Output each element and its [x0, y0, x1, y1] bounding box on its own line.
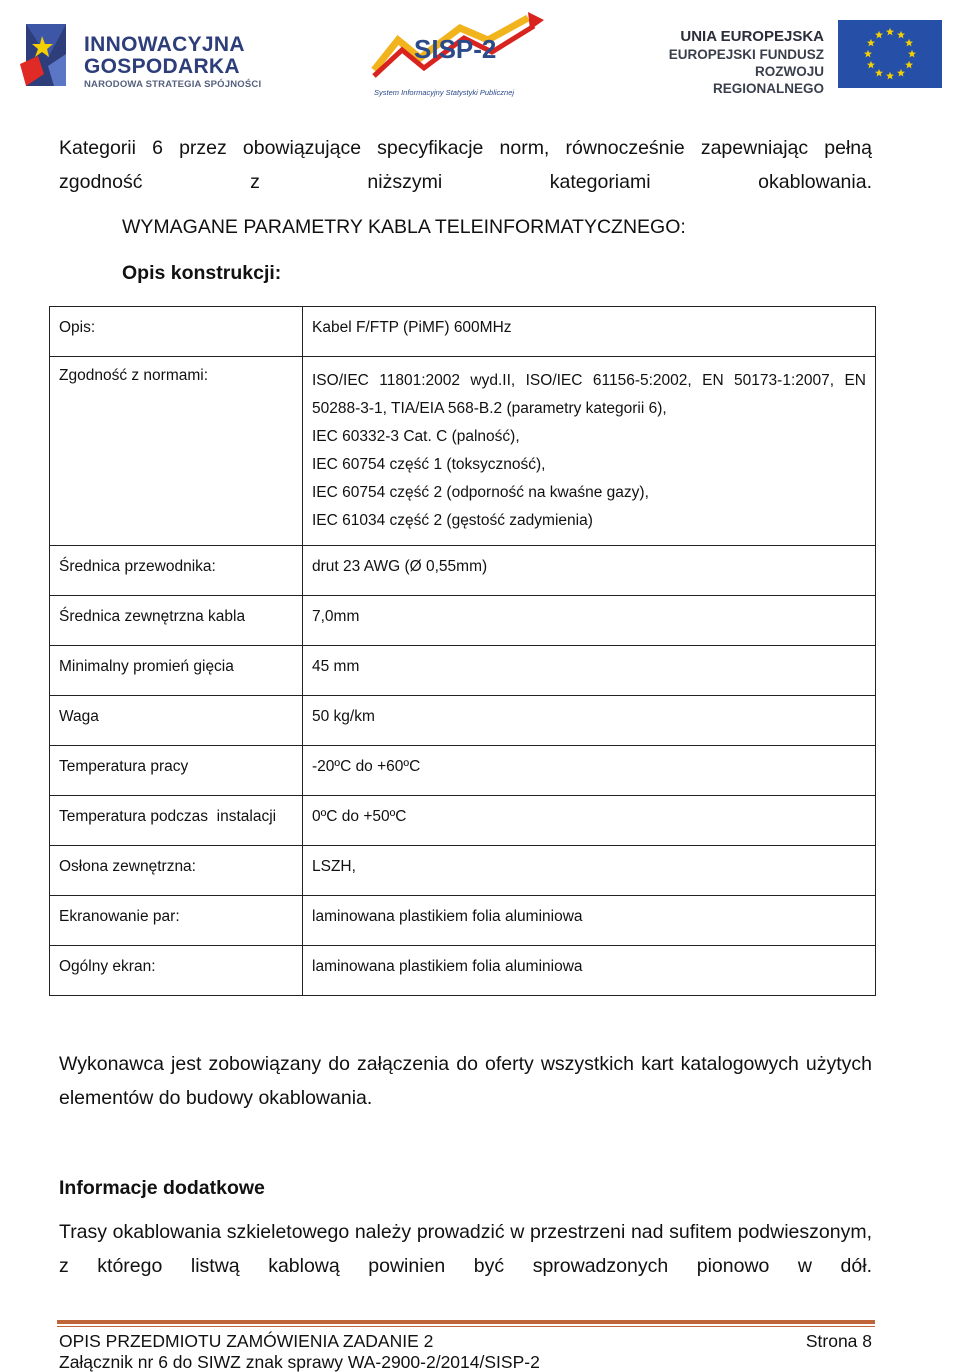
eu-line3: ROZWOJU REGIONALNEGO	[712, 64, 824, 96]
table-cell-label	[50, 846, 303, 896]
norms-list	[312, 357, 866, 545]
row-value: laminowana plastikiem folia aluminiowa	[312, 958, 583, 975]
table-cell-value	[303, 796, 876, 846]
norm-line: IEC 60754 część 1 (toksyczność),	[312, 456, 546, 473]
sisp-logo-text: SISP-2	[414, 34, 497, 64]
row-value: laminowana plastikiem folia aluminiowa	[312, 908, 583, 925]
row-value: 45 mm	[312, 658, 360, 675]
table-cell-value	[303, 696, 876, 746]
table-cell-value	[303, 646, 876, 696]
footer-divider	[57, 1326, 875, 1327]
intro-paragraph: Kategorii 6 przez obowiązujące specyfikacje norm, równocześnie zapewniając pełną zgodność z niższymi kategoriami okablowania.	[59, 137, 872, 193]
eu-flag-icon	[838, 20, 942, 88]
eu-logo	[650, 20, 942, 96]
info-heading: Informacje dodatkowe	[59, 1177, 265, 1199]
row-label: Opis:	[59, 319, 96, 336]
routing-paragraph: Trasy okablowania szkieletowego należy prowadzić w przestrzeni nad sufitem podwieszonym, z którego listwą kablową powinien być sprowadzonych pionowo w dół.	[59, 1221, 872, 1277]
row-label: Ekranowanie par:	[59, 908, 180, 925]
eu-line2: EUROPEJSKI FUNDUSZ	[668, 47, 824, 62]
footer-title: OPIS PRZEDMIOTU ZAMÓWIENIA ZADANIE 2	[59, 1331, 434, 1351]
sisp-emblem-icon	[368, 10, 553, 88]
row-label: Średnica zewnętrzna kabla	[59, 608, 246, 625]
row-value: 50 kg/km	[312, 708, 375, 725]
table-cell-value	[303, 846, 876, 896]
row-label: Temperatura pracy	[59, 758, 189, 775]
table-cell-label	[50, 546, 303, 596]
page-header	[0, 0, 960, 110]
table-cell-label	[50, 796, 303, 846]
table-cell-label	[50, 946, 303, 996]
table-row	[50, 357, 876, 546]
table-cell-label	[50, 357, 303, 546]
row-label: Temperatura podczas instalacji	[59, 808, 277, 825]
table-cell-label	[50, 896, 303, 946]
row-label: Minimalny promień gięcia	[59, 658, 234, 675]
table-cell-label	[50, 596, 303, 646]
row-label: Waga	[59, 708, 99, 725]
row-label: Osłona zewnętrzna:	[59, 858, 196, 875]
table-cell-value	[303, 596, 876, 646]
table-cell-label	[50, 746, 303, 796]
sisp-logo	[368, 10, 553, 102]
ig-line2: GOSPODARKA	[84, 55, 240, 78]
ig-emblem-icon	[18, 14, 84, 96]
table-cell-label	[50, 696, 303, 746]
table-cell-value	[303, 946, 876, 996]
subsection-heading: Opis konstrukcji:	[122, 262, 282, 284]
section-heading: WYMAGANE PARAMETRY KABLA TELEINFORMATYCZNEGO:	[122, 216, 686, 238]
row-value: LSZH,	[312, 858, 356, 875]
row-label: Średnica przewodnika:	[59, 558, 216, 575]
table-row	[50, 946, 876, 996]
table-row	[50, 746, 876, 796]
innowacyjna-gospodarka-logo	[18, 14, 268, 96]
footer-divider	[57, 1320, 875, 1324]
spec-table	[49, 306, 876, 996]
table-cell-value	[303, 307, 876, 357]
row-label: Ogólny ekran:	[59, 958, 156, 975]
table-row	[50, 307, 876, 357]
norm-line: IEC 61034 część 2 (gęstość zadymienia)	[312, 512, 593, 529]
table-cell-value	[303, 746, 876, 796]
table-row	[50, 596, 876, 646]
page-number: Strona 8	[805, 1331, 872, 1351]
norm-line: IEC 60754 część 2 (odporność na kwaśne gazy),	[312, 484, 649, 501]
row-value: 0ºC do +50ºC	[312, 808, 407, 825]
ig-line1: INNOWACYJNA	[84, 33, 245, 56]
row-value: Kabel F/FTP (PiMF) 600MHz	[312, 319, 512, 336]
table-row	[50, 896, 876, 946]
row-value: -20ºC do +60ºC	[312, 758, 421, 775]
sisp-caption: System Informacyjny Statystyki Publicznej	[374, 88, 515, 97]
norm-line: ISO/IEC 11801:2002 wyd.II, ISO/IEC 61156-5:2002, EN 50173-1:2007, EN 50288-3-1, TIA/EIA 568-B.2 (parametry kategorii 6),	[312, 372, 866, 417]
ig-line3: NARODOWA STRATEGIA SPÓJNOŚCI	[84, 79, 262, 90]
table-cell-label	[50, 646, 303, 696]
table-row	[50, 846, 876, 896]
table-row	[50, 796, 876, 846]
table-cell-value	[303, 357, 876, 546]
eu-text	[650, 28, 824, 97]
row-label: Zgodność z normami:	[59, 367, 209, 384]
table-row	[50, 646, 876, 696]
norm-line: IEC 60332-3 Cat. C (palność),	[312, 428, 520, 445]
contractor-paragraph: Wykonawca jest zobowiązany do załączenia do oferty wszystkich kart katalogowych użytych elementów do budowy okablowania.	[59, 1053, 872, 1109]
ig-text	[84, 34, 261, 92]
table-cell-value	[303, 546, 876, 596]
footer-reference: Załącznik nr 6 do SIWZ znak sprawy WA-2900-2/2014/SISP-2	[59, 1352, 540, 1372]
eu-line1: UNIA EUROPEJSKA	[680, 28, 824, 45]
table-row	[50, 546, 876, 596]
row-value: 7,0mm	[312, 608, 360, 625]
row-value: drut 23 AWG (Ø 0,55mm)	[312, 558, 488, 575]
table-row	[50, 696, 876, 746]
table-cell-value	[303, 896, 876, 946]
table-cell-label	[50, 307, 303, 357]
